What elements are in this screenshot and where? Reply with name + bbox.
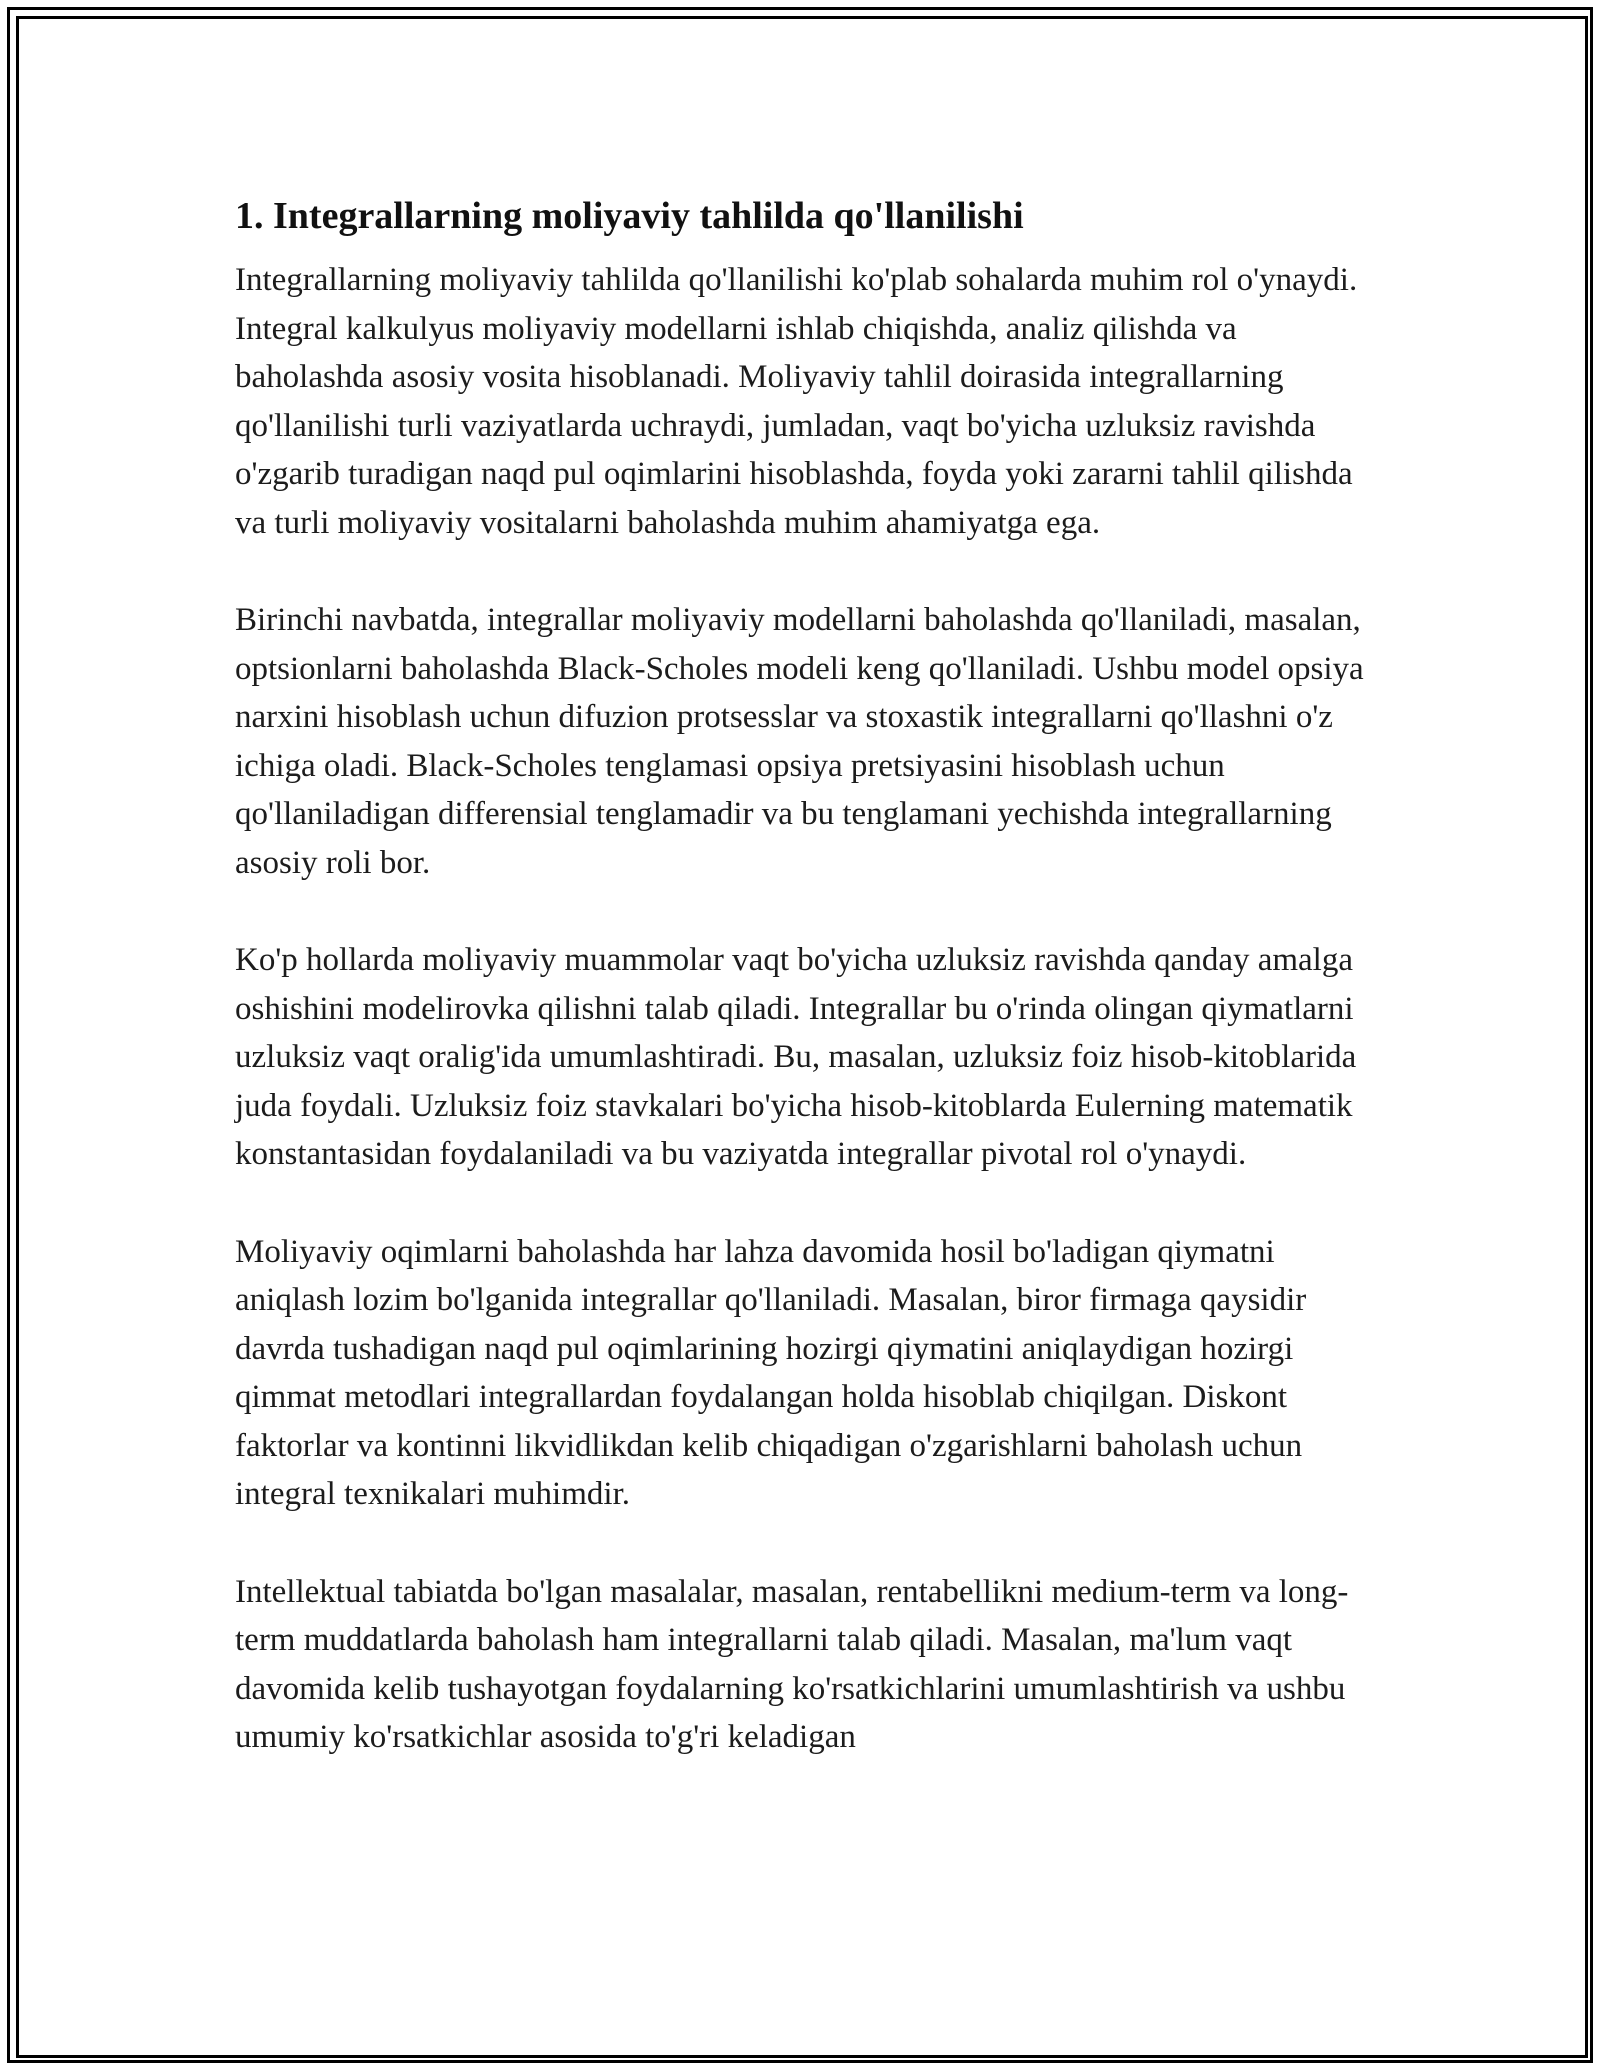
document-body [235, 190, 1375, 1762]
paragraph-3: Ko'p hollarda moliyaviy muammolar vaqt bo'yicha uzluksiz ravishda qanday amalga oshishini modelirovka qilishni talab qiladi. Integrallar bu o'rinda olingan qiymatlarni uzluksiz vaqt oralig'ida umumlashtiradi. Bu, masalan, uzluksiz foiz hisob-kitoblarida juda foydali. Uzluksiz foiz stavkalari bo'yicha hisob-kitoblarda Eulerning matematik konstantasidan foydalaniladi va bu vaziyatda integrallar pivotal rol o'ynaydi. [235, 942, 1357, 1172]
section-heading: 1. Integrallarning moliyaviy tahlilda qo'llanilishi [235, 195, 1024, 237]
paragraph-5: Intellektual tabiatda bo'lgan masalalar, masalan, rentabellikni medium-term va long-term muddatlarda baholash ham integrallarni talab qiladi. Masalan, ma'lum vaqt davomida kelib tushayotgan foydalarning ko'rsatkichlarini umumlashtirish va ushbu umumiy ko'rsatkichlar asosida to'g'ri keladigan [235, 1573, 1349, 1755]
paragraph-1: Integrallarning moliyaviy tahlilda qo'llanilishi ko'plab sohalarda muhim rol o'ynaydi. Integral kalkulyus moliyaviy modellarni ishlab chiqishda, analiz qilishda va baholashda asosiy vosita hisoblanadi. Moliyaviy tahlil doirasida integrallarning qo'llanilishi turli vaziyatlarda uchraydi, jumladan, vaqt bo'yicha uzluksiz ravishda o'zgarib turadigan naqd pul oqimlarini hisoblashda, foyda yoki zararni tahlil qilishda va turli moliyaviy vositalarni baholashda muhim ahamiyatga ega. [235, 262, 1358, 541]
paragraph-2: Birinchi navbatda, integrallar moliyaviy modellarni baholashda qo'llaniladi, masalan, optsionlarni baholashda Black-Scholes modeli keng qo'llaniladi. Ushbu model opsiya narxini hisoblash uchun difuzion protsesslar va stoxastik integrallarni qo'llashni o'z ichiga oladi. Black-Scholes tenglamasi opsiya pretsiyasini hisoblash uchun qo'llaniladigan differensial tenglamadir va bu tenglamani yechishda integrallarning asosiy roli bor. [235, 602, 1364, 881]
paragraph-4: Moliyaviy oqimlarni baholashda har lahza davomida hosil bo'ladigan qiymatni aniqlash lozim bo'lganida integrallar qo'llaniladi. Masalan, biror firmaga qaysidir davrda tushadigan naqd pul oqimlarining hozirgi qiymatini aniqlaydigan hozirgi qimmat metodlari integrallardan foydalangan holda hisoblab chiqilgan. Diskont faktorlar va kontinni likvidlikdan kelib chiqadigan o'zgarishlarni baholash uchun integral texnikalari muhimdir. [235, 1233, 1307, 1512]
